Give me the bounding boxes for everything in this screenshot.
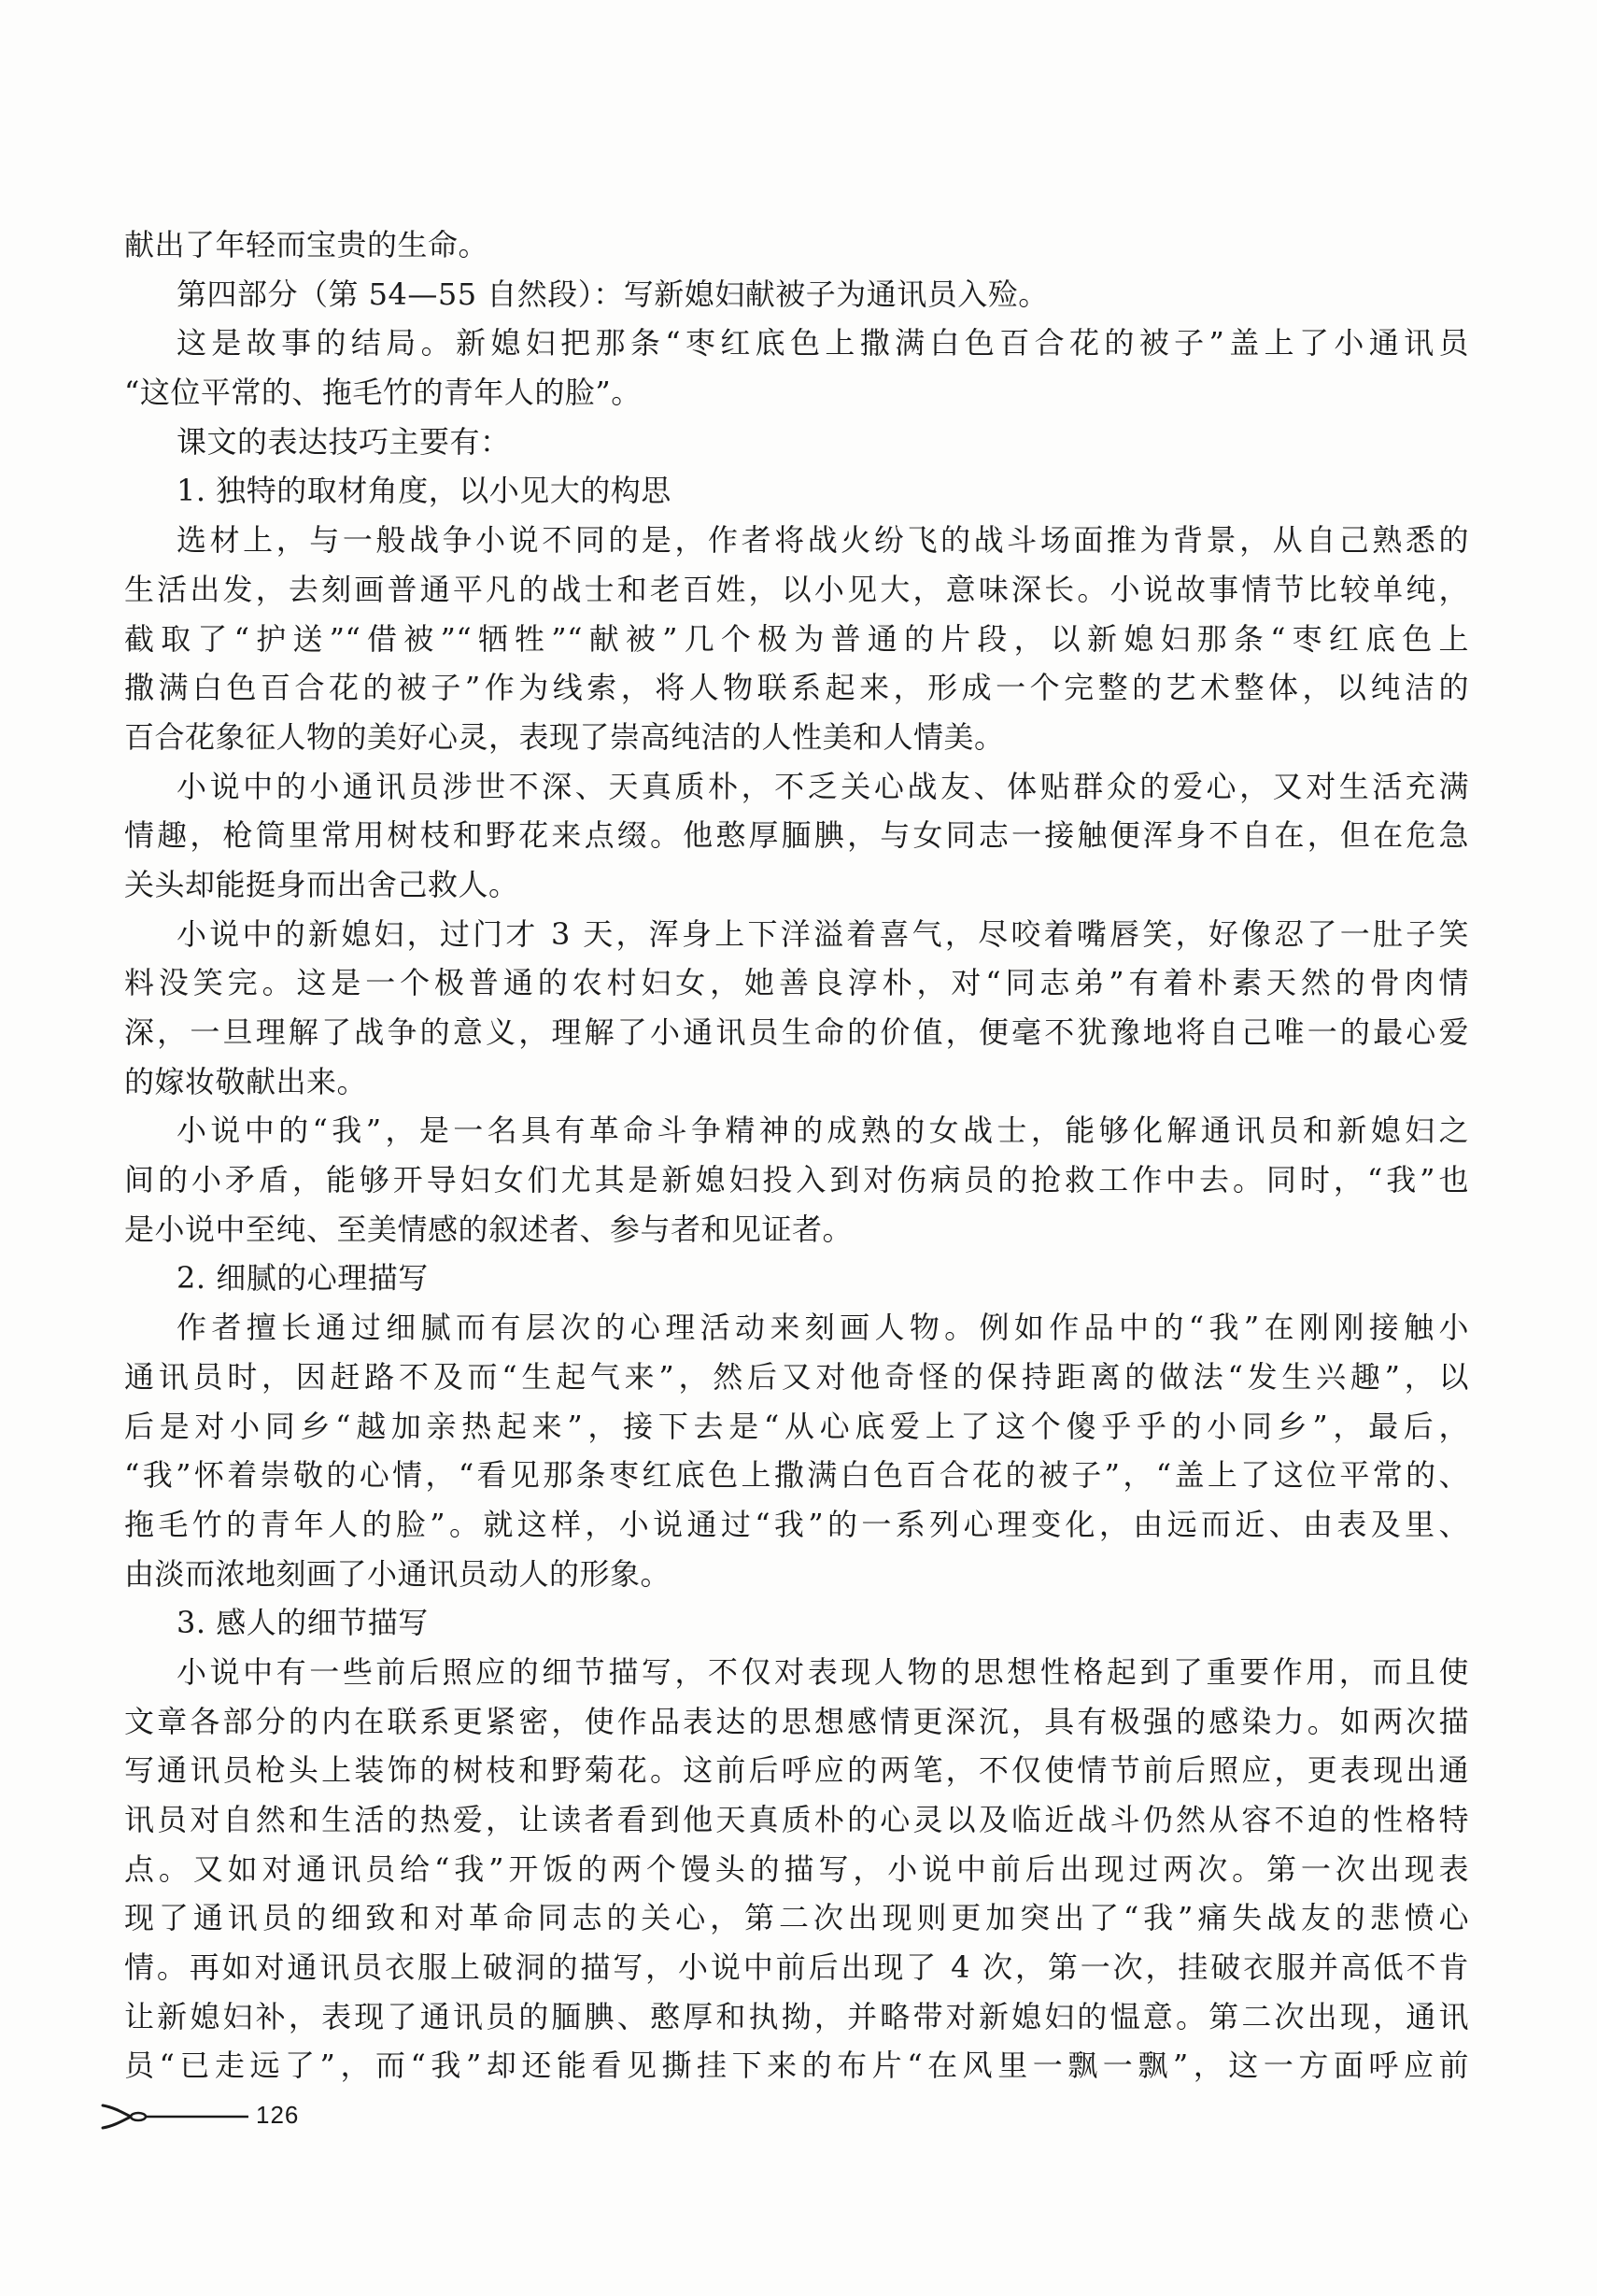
text-line: 这是故事的结局。新媳妇把那条“枣红底色上撒满白色百合花的被子”盖上了小通讯员 <box>177 325 1469 361</box>
text-line: 情趣，枪筒里常用树枝和野花来点缀。他憨厚腼腆，与女同志一接触便浑身不自在，但在危急 <box>124 817 1469 854</box>
text-line: 现了通讯员的细致和对革命同志的关心，第二次出现则更加突出了“我”痛失战友的悲愤心 <box>124 1900 1469 1936</box>
text-line: 间的小矛盾，能够开导妇女们尤其是新媳妇投入到对伤病员的抢救工作中去。同时，“我”也 <box>124 1162 1469 1198</box>
text-line: 撒满白色百合花的被子”作为线索，将人物联系起来，形成一个完整的艺术整体，以纯洁的 <box>124 670 1469 706</box>
text-line: 关头却能挺身而出舍己救人。 <box>124 866 519 902</box>
scissors-line-icon <box>101 2096 250 2133</box>
text-line: 作者擅长通过细腻而有层次的心理活动来刻画人物。例如作品中的“我”在刚刚接触小 <box>177 1310 1469 1346</box>
text-line: 深，一旦理解了战争的意义，理解了小通讯员生命的价值，便毫不犹豫地将自己唯一的最心爱 <box>124 1014 1469 1050</box>
text-line: 点。又如对通讯员给“我”开饭的两个馒头的描写，小说中前后出现过两次。第一次出现表 <box>124 1850 1469 1887</box>
text-line: 3. 感人的细节描写 <box>177 1605 429 1641</box>
text-line: 小说中的新媳妇，过门才 3 天，浑身上下洋溢着喜气，尽咬着嘴唇笑，好像忍了一肚子笑 <box>177 915 1469 952</box>
body-text <box>124 220 1469 2090</box>
text-line: 通讯员时，因赶路不及而“生起气来”，然后又对他奇怪的保持距离的做法“发生兴趣”，以 <box>124 1358 1469 1395</box>
text-line: 由淡而浓地刻画了小通讯员动人的形象。 <box>124 1555 671 1592</box>
text-line: 写通讯员枪头上装饰的树枝和野菊花。这前后呼应的两笔，不仅使情节前后照应，更表现出通 <box>124 1752 1469 1789</box>
text-line: 截取了“护送”“借被”“牺牲”“献被”几个极为普通的片段，以新媳妇那条“枣红底色上 <box>124 620 1469 657</box>
page-footer <box>101 2096 299 2133</box>
text-line: 料没笑完。这是一个极普通的农村妇女，她善良淳朴，对“同志弟”有着朴素天然的骨肉情 <box>124 965 1469 1001</box>
text-line: 小说中有一些前后照应的细节描写，不仅对表现人物的思想性格起到了重要作用，而且使 <box>177 1653 1469 1690</box>
text-line: 1. 独特的取材角度，以小见大的构思 <box>177 473 671 509</box>
text-line: 讯员对自然和生活的热爱，让读者看到他天真质朴的心灵以及临近战斗仍然从容不迫的性格特 <box>124 1802 1469 1837</box>
text-line: 后是对小同乡“越加亲热起来”，接下去是“从心底爱上了这个傻乎乎的小同乡”，最后， <box>124 1408 1469 1444</box>
text-line: 是小说中至纯、至美情感的叙述者、参与者和见证者。 <box>124 1211 854 1247</box>
text-line: 情。再如对通讯员衣服上破洞的描写，小说中前后出现了 4 次，第一次，挂破衣服并高低不肯 <box>124 1949 1469 1986</box>
text-line: 2. 细腻的心理描写 <box>177 1260 429 1297</box>
text-line: 生活出发，去刻画普通平凡的战士和老百姓，以小见大，意味深长。小说故事情节比较单纯， <box>124 571 1469 607</box>
text-line: 让新媳妇补，表现了通讯员的腼腆、憨厚和执拗，并略带对新媳妇的愠意。第二次出现，通讯 <box>124 1998 1469 2034</box>
text-line: 小说中的小通讯员涉世不深、天真质朴，不乏关心战友、体贴群众的爱心，又对生活充满 <box>177 768 1469 804</box>
text-line: 选材上，与一般战争小说不同的是，作者将战火纷飞的战斗场面推为背景，从自己熟悉的 <box>177 522 1469 559</box>
text-line: “这位平常的、拖毛竹的青年人的脸”。 <box>124 375 642 411</box>
text-line: 的嫁妆敬献出来。 <box>124 1063 368 1099</box>
text-line: 小说中的“我”，是一名具有革命斗争精神的成熟的女战士，能够化解通讯员和新媳妇之 <box>177 1113 1469 1149</box>
text-line: 百合花象征人物的美好心灵，表现了崇高纯洁的人性美和人情美。 <box>124 718 1005 755</box>
text-line: 献出了年轻而宝贵的生命。 <box>124 227 489 262</box>
text-line: “我”怀着崇敬的心情，“看见那条枣红底色上撒满白色百合花的被子”，“盖上了这位平常的、 <box>124 1457 1469 1494</box>
text-line: 文章各部分的内在联系更紧密，使作品表达的思想感情更深沉，具有极强的感染力。如两次描 <box>124 1703 1469 1739</box>
text-line: 课文的表达技巧主要有： <box>177 423 511 460</box>
text-line: 员“已走远了”，而“我”却还能看见撕挂下来的布片“在风里一飘一飘”，这一方面呼应前 <box>124 2048 1469 2084</box>
page-number: 126 <box>256 2100 300 2129</box>
text-line: 拖毛竹的青年人的脸”。就这样，小说通过“我”的一系列心理变化，由远而近、由表及里、 <box>124 1506 1469 1542</box>
text-line: 第四部分（第 54—55 自然段）：写新媳妇献被子为通讯员入殓。 <box>177 276 1049 312</box>
